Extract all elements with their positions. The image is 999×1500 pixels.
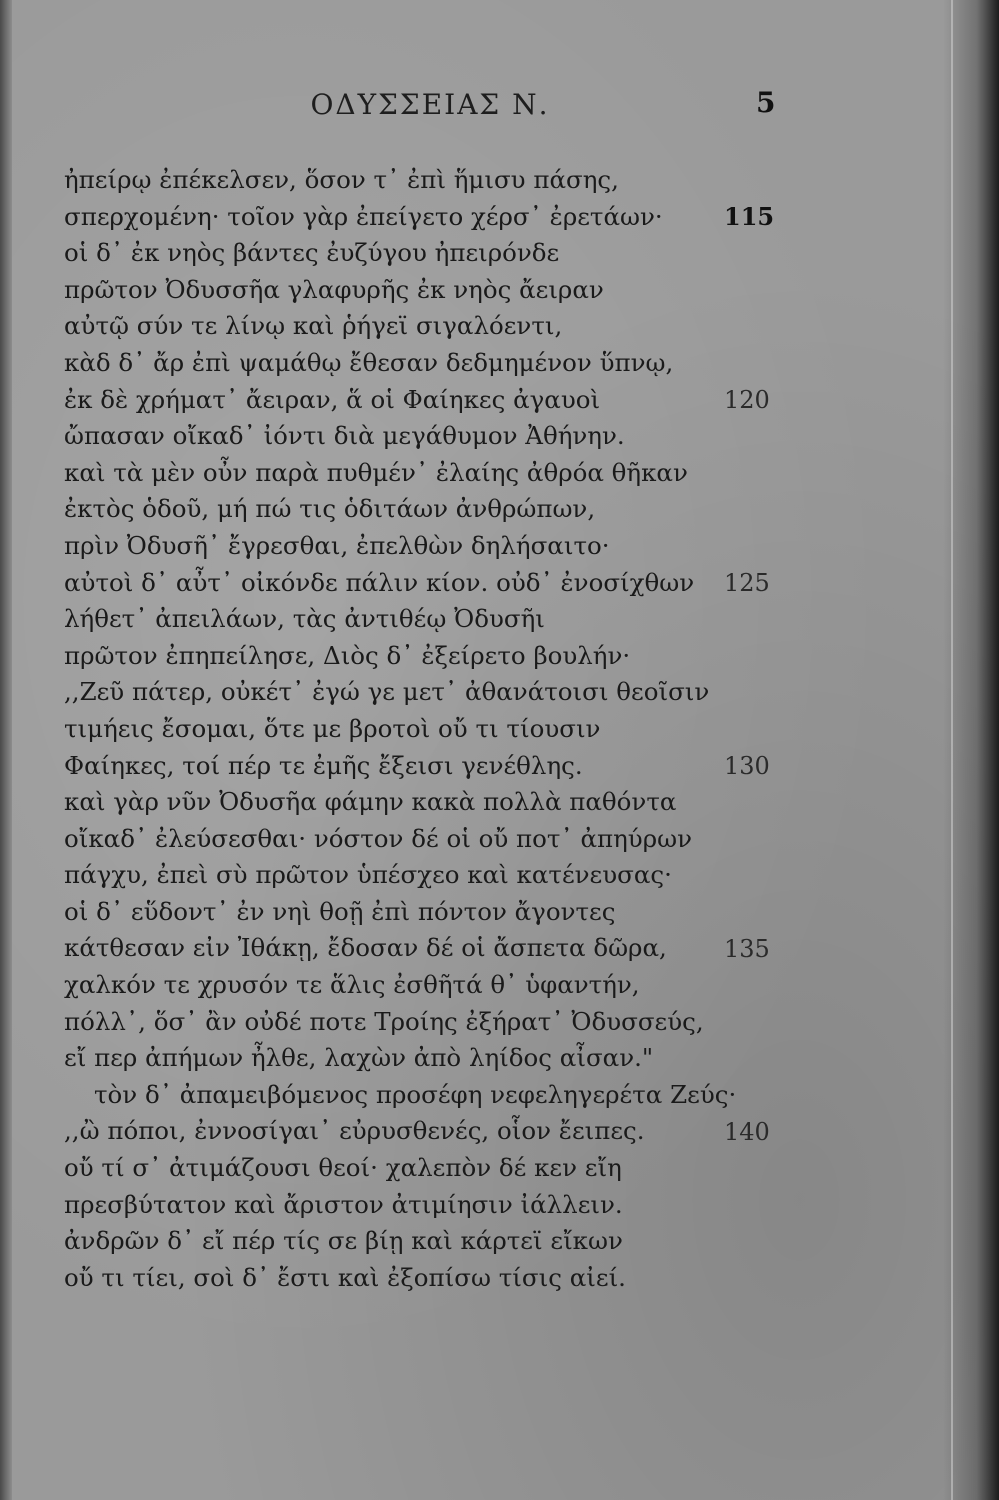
verse-line: ἠπείρῳ ἐπέκελσεν, ὅσον τ᾽ ἐπὶ ἥμισυ πάσης,: [64, 165, 619, 194]
verse-line: οὔ τί σ᾽ ἀτιμάζουσι θεοί· χαλεπὸν δέ κεν εἴη: [64, 1153, 622, 1183]
verse-line: κὰδ δ᾽ ἄρ ἐπὶ ψαμάθῳ ἔθεσαν δεδμημένον ὕπνῳ,: [64, 347, 674, 377]
page-number: 5: [756, 86, 776, 119]
verse-line: οἱ δ᾽ ἐκ νηὸς βάντες ἐυζύγου ἠπειρόνδε: [64, 238, 560, 268]
page-left-edge: [0, 0, 12, 1500]
verse-line: αὐτοὶ δ᾽ αὖτ᾽ οἰκόνδε πάλιν κίον. οὐδ᾽ ἐνοσίχθων: [64, 567, 695, 597]
verse-line: καὶ γὰρ νῦν Ὀδυσῆα φάμην κακὰ πολλὰ παθόντα: [64, 787, 677, 817]
verse-line: οἴκαδ᾽ ἐλεύσεσθαι· νόστον δέ οἱ οὔ ποτ᾽ ἀπηύρων: [64, 823, 692, 853]
verse-line: σπερχομένη· τοῖον γὰρ ἐπείγετο χέρσ᾽ ἐρετάων·: [64, 201, 663, 231]
verse-line: ἐκ δὲ χρήματ᾽ ἄειραν, ἅ οἱ Φαίηκες ἀγαυοὶ: [64, 384, 601, 414]
verse-line: Φαίηκες, τοί πέρ τε ἐμῆς ἔξεισι γενέθλης.: [64, 750, 583, 780]
verse-line: εἴ περ ἀπήμων ἦλθε, λαχὼν ἀπὸ ληίδος αἶσαν.": [64, 1043, 654, 1073]
verse-line: τιμήεις ἔσομαι, ὅτε με βροτοὶ οὔ τι τίουσιν: [64, 713, 601, 743]
page-fold-crease: [951, 0, 953, 1500]
line-number: 135: [724, 934, 770, 963]
line-number: 120: [724, 385, 770, 414]
verse-line: καὶ τὰ μὲν οὖν παρὰ πυθμέν᾽ ἐλαίης ἀθρόα θῆκαν: [64, 457, 688, 487]
line-number: 125: [724, 568, 770, 597]
verse-line: ἐκτὸς ὁδοῦ, μή πώ τις ὁδιτάων ἀνθρώπων,: [64, 494, 596, 524]
verse-line: πρῶτον Ὀδυσσῆα γλαφυρῆς ἐκ νηὸς ἄειραν: [64, 274, 604, 304]
verse-line: ,,Ζεῦ πάτερ, οὐκέτ᾽ ἐγώ γε μετ᾽ ἀθανάτοισι θεοῖσιν: [64, 677, 710, 707]
line-number: 115: [724, 201, 775, 231]
verse-line: οἱ δ᾽ εὕδοντ᾽ ἐν νηὶ θοῇ ἐπὶ πόντον ἄγοντες: [64, 896, 616, 926]
verse-line: πρῶτον ἐπηπείλησε, Διὸς δ᾽ ἐξείρετο βουλήν·: [64, 640, 631, 670]
verse-line: ἀνδρῶν δ᾽ εἴ πέρ τίς σε βίῃ καὶ κάρτεϊ εἴκων: [64, 1226, 623, 1256]
verse-line: πρὶν Ὀδυσῆ᾽ ἔγρεσθαι, ἐπελθὼν δηλήσαιτο·: [64, 530, 610, 560]
verse-line: κάτθεσαν εἰν Ἰθάκῃ, ἔδοσαν δέ οἱ ἄσπετα δῶρα,: [64, 933, 667, 963]
verse-line: ὤπασαν οἴκαδ᾽ ἰόντι διὰ μεγάθυμον Ἀθήνην.: [64, 421, 625, 451]
verse-line: πρεσβύτατον καὶ ἄριστον ἀτιμίησιν ἰάλλειν.: [64, 1189, 623, 1219]
verse-line: αὐτῷ σύν τε λίνῳ καὶ ῥήγεϊ σιγαλόεντι,: [64, 311, 563, 341]
running-head: ΟΔΥΣΣΕΙΑΣ Ν.: [310, 88, 550, 121]
verse-line: πόλλ᾽, ὅσ᾽ ἂν οὐδέ ποτε Τροίης ἐξήρατ᾽ Ὀδυσσεύς,: [64, 1006, 704, 1036]
verse-line: λήθετ᾽ ἀπειλάων, τὰς ἀντιθέῳ Ὀδυσῆι: [64, 604, 545, 634]
line-number: 130: [724, 751, 770, 780]
verse-line: τὸν δ᾽ ἀπαμειβόμενος προσέφη νεφεληγερέτα Ζεύς·: [94, 1079, 737, 1109]
verse-line: οὔ τι τίει, σοὶ δ᾽ ἔστι καὶ ἐξοπίσω τίσις αἰεί.: [64, 1262, 626, 1292]
verse-text: [64, 162, 737, 1296]
verse-line: χαλκόν τε χρυσόν τε ἅλις ἐσθῆτά θ᾽ ὑφαντήν,: [64, 970, 640, 1000]
verse-line: πάγχυ, ἐπεὶ σὺ πρῶτον ὑπέσχεο καὶ κατένευσας·: [64, 860, 672, 890]
verse-line: ,,ὢ πόποι, ἐννοσίγαι᾽ εὐρυσθενές, οἷον ἔειπες.: [64, 1116, 645, 1146]
line-number: 140: [724, 1117, 770, 1146]
